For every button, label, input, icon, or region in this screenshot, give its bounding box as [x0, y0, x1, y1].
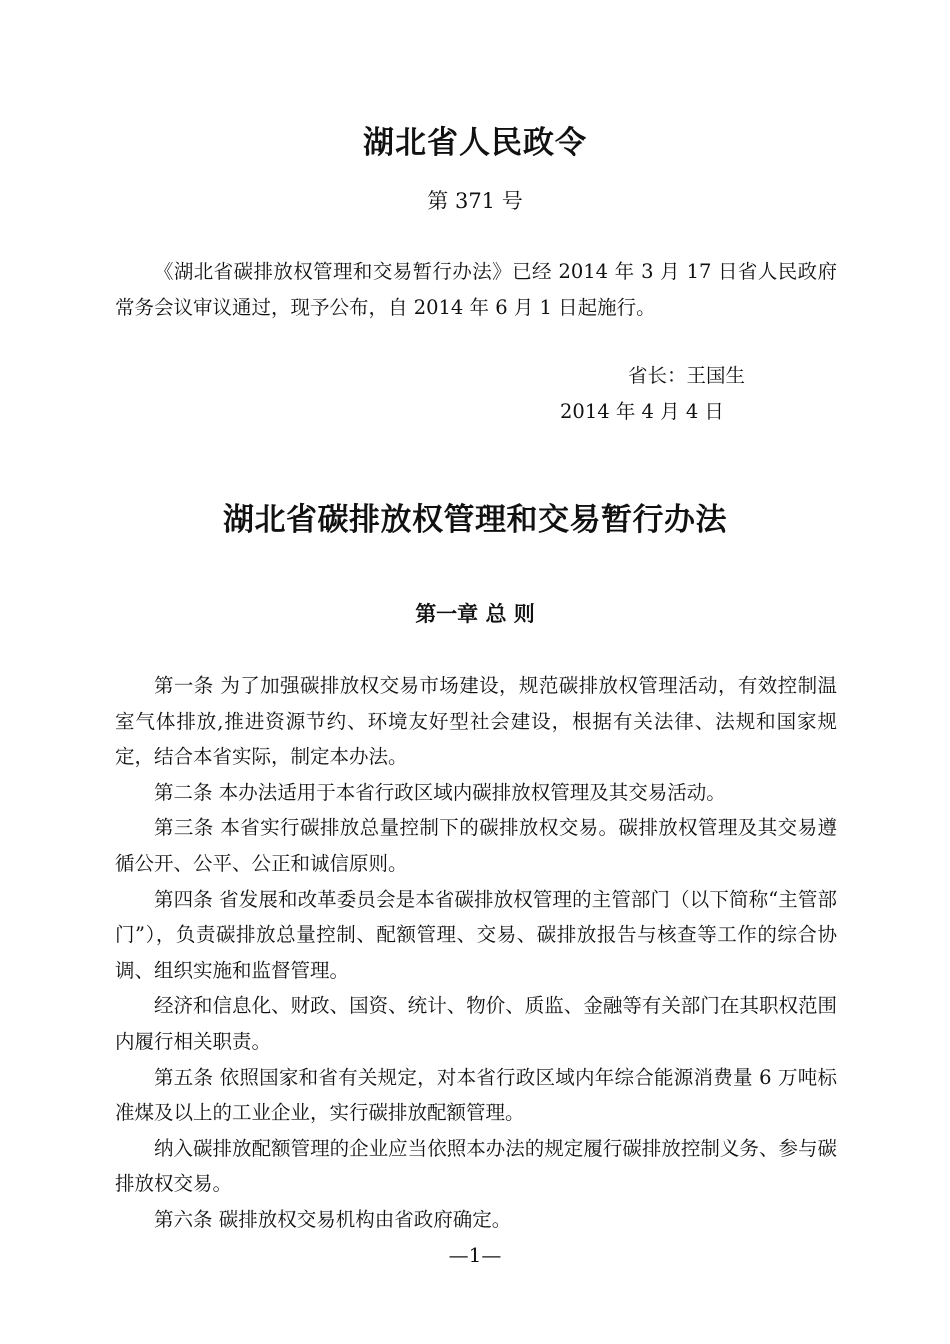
regulation-title: 湖北省碳排放权管理和交易暂行办法 — [223, 502, 727, 538]
signer: 省长：王国生 — [628, 364, 746, 387]
article-paragraph: 第二条 本办法适用于本省行政区域内碳排放权管理及其交易活动。 — [154, 780, 726, 804]
article-paragraph: 第五条 依照国家和省有关规定，对本省行政区域内年综合能源消费量 6 万吨标准煤及以上的工业企业，实行碳排放配额管理。 — [115, 1065, 837, 1125]
article-paragraph: 经济和信息化、财政、国资、统计、物价、质监、金融等有关部门在其职权范围内履行相关职责。 — [115, 994, 837, 1053]
article-paragraph: 第六条 碳排放权交易机构由省政府确定。 — [154, 1207, 512, 1231]
page-number: —1— — [448, 1243, 502, 1267]
decree-number: 第 371 号 — [427, 189, 523, 213]
signature-block — [560, 358, 820, 430]
article-paragraph: 纳入碳排放配额管理的企业应当依照本办法的规定履行碳排放控制义务、参与碳排放权交易。 — [115, 1136, 837, 1196]
article-paragraph: 第四条 省发展和改革委员会是本省碳排放权管理的主管部门（以下简称“主管部门”），负责碳排放总量控制、配额管理、交易、碳排放报告与核查等工作的综合协调、组织实施和监督管理。 — [115, 887, 837, 982]
decree-body: 《湖北省碳排放权管理和交易暂行办法》已经 2014 年 3 月 17 日省人民政府常务会议审议通过，现予公布，自 2014 年 6 月 1 日起施行。 — [115, 260, 837, 319]
article-paragraph: 第三条 本省实行碳排放总量控制下的碳排放权交易。碳排放权管理及其交易遵循公开、公平、公正和诚信原则。 — [115, 816, 837, 875]
decree-title: 湖北省人民政令 — [363, 125, 587, 161]
decree-date: 2014 年 4 月 4 日 — [560, 400, 724, 423]
articles — [115, 668, 837, 1238]
chapter-title: 第一章 总 则 — [415, 602, 535, 626]
article-paragraph: 第一条 为了加强碳排放权交易市场建设，规范碳排放权管理活动，有效控制温室气体排放,推进资源节约、环境友好型社会建设，根据有关法律、法规和国家规定，结合本省实际，制定本办法。 — [115, 674, 837, 769]
